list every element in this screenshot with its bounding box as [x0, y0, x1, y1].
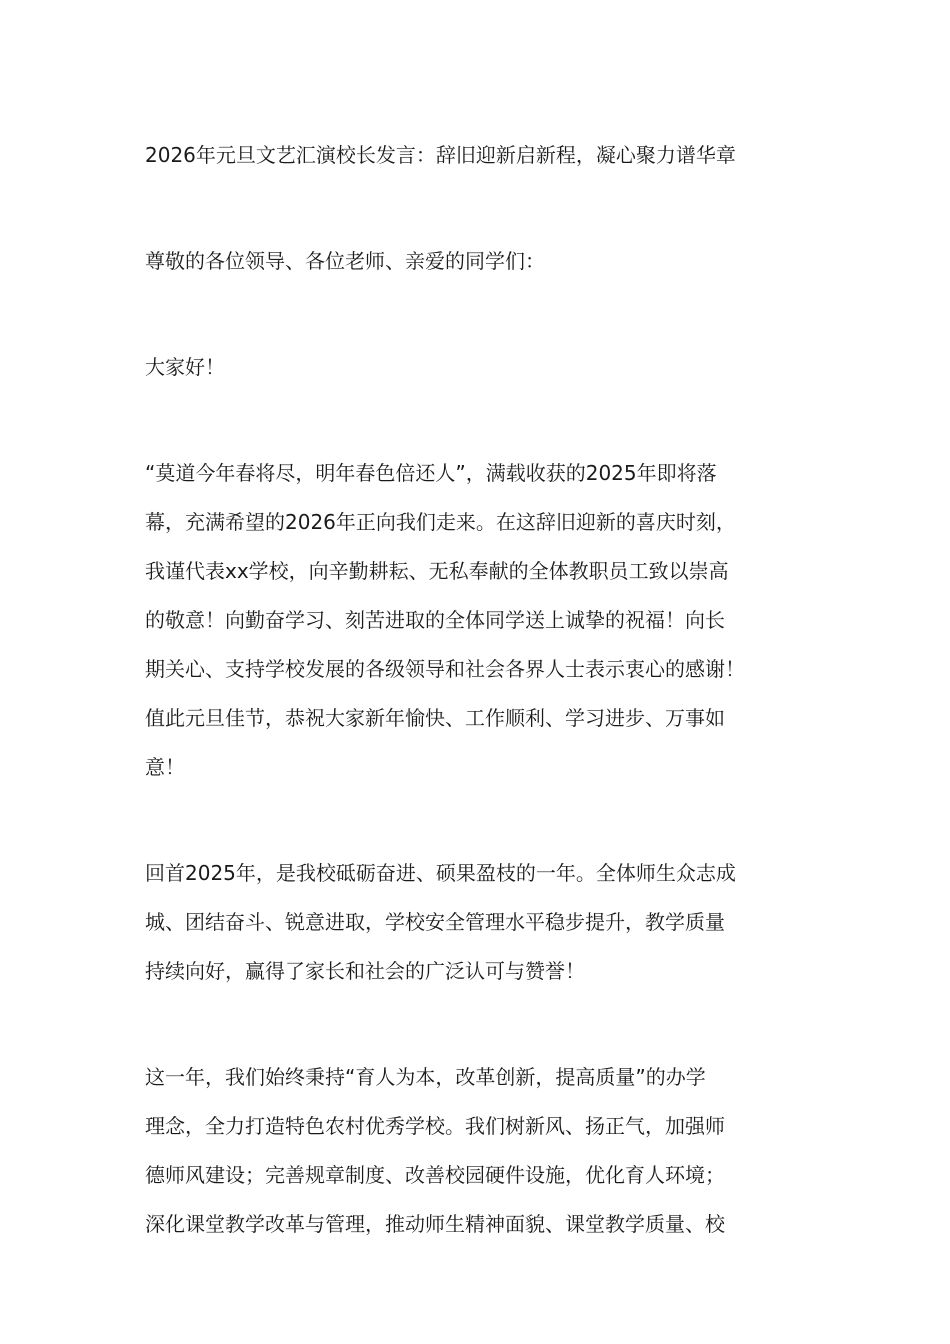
paragraph-line: 城、团结奋斗、锐意进取，学校安全管理水平稳步提升，教学质量 [145, 910, 725, 934]
paragraph-line: 幕，充满希望的2026年正向我们走来。在这辞旧迎新的喜庆时刻， [145, 510, 736, 534]
paragraph-line: 意！ [145, 755, 185, 779]
paragraph-review [145, 849, 813, 996]
paragraph-line: “莫道今年春将尽，明年春色倍还人”，满载收获的2025年即将落 [145, 461, 717, 485]
paragraph-philosophy [145, 1053, 813, 1249]
paragraph-line: 德师风建设；完善规章制度、改善校园硬件设施，优化育人环境； [145, 1163, 725, 1187]
paragraph-line: 这一年，我们始终秉持“育人为本，改革创新，提高质量”的办学 [145, 1065, 706, 1089]
paragraph-line: 的敬意！向勤奋学习、刻苦进取的全体同学送上诚挚的祝福！向长 [145, 608, 725, 632]
paragraph-line: 期关心、支持学校发展的各级领导和社会各界人士表示衷心的感谢！ [145, 657, 745, 681]
paragraph-line: 值此元旦佳节，恭祝大家新年愉快、工作顺利、学习进步、万事如 [145, 706, 725, 730]
paragraph-line: 回首2025年，是我校砥砺奋进、硕果盈枝的一年。全体师生众志成 [145, 861, 736, 885]
paragraph-line: 深化课堂教学改革与管理，推动师生精神面貌、课堂教学质量、校 [145, 1212, 725, 1236]
document-body [145, 131, 813, 1249]
greeting-line: 大家好！ [145, 355, 225, 379]
paragraph-line: 我谨代表xx学校，向辛勤耕耘、无私奉献的全体教职员工致以崇高 [145, 559, 729, 583]
paragraph-line: 持续向好，赢得了家长和社会的广泛认可与赞誉！ [145, 959, 585, 983]
paragraph-line: 理念，全力打造特色农村优秀学校。我们树新风、扬正气，加强师 [145, 1114, 725, 1138]
document-title: 2026年元旦文艺汇演校长发言：辞旧迎新启新程，凝心聚力谱华章 [145, 143, 736, 167]
salutation-line: 尊敬的各位领导、各位老师、亲爱的同学们： [145, 249, 545, 273]
paragraph-opening [145, 449, 813, 792]
